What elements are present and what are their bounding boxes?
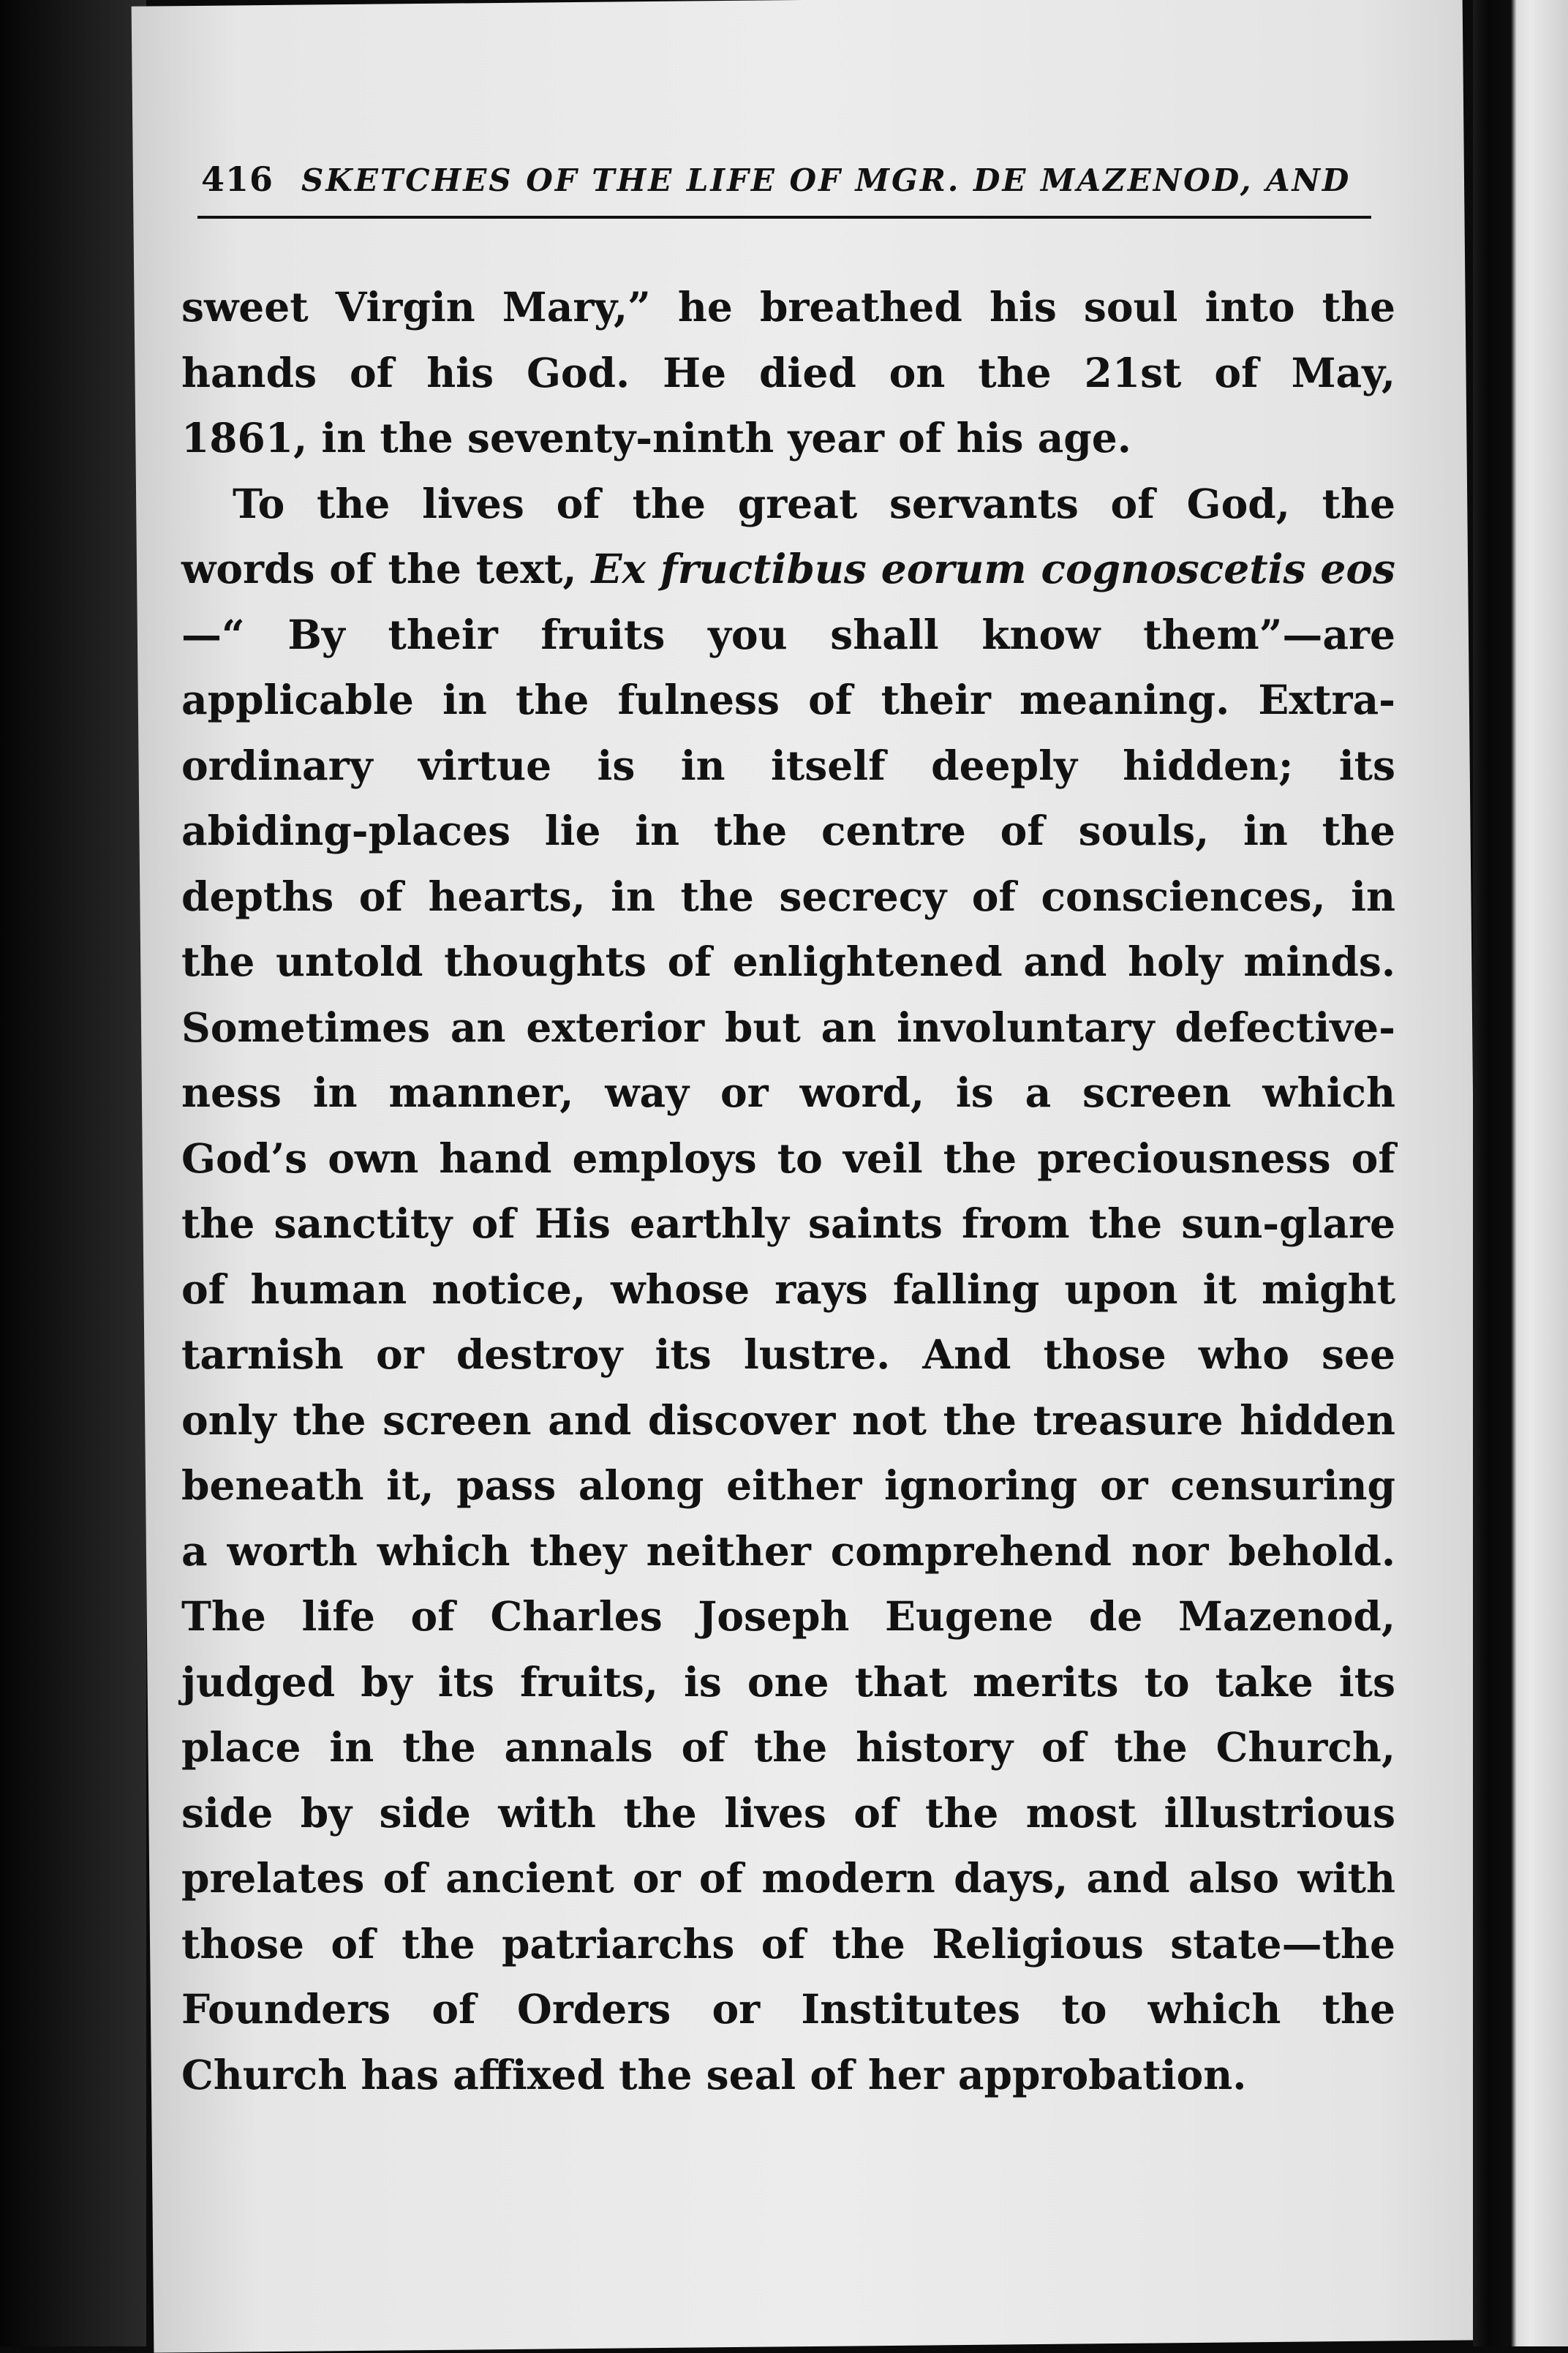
page-number: 416 <box>201 159 274 199</box>
text-line: tarnish or destroy its lustre. And those who see <box>181 1330 1395 1378</box>
text-line: side by side with the lives of the most illustrious <box>181 1788 1395 1837</box>
text-line: place in the annals of the history of the Church, <box>181 1723 1395 1771</box>
text-line: beneath it, pass along either ignoring or censuring <box>181 1461 1395 1509</box>
text-line: of human notice, whose rays falling upon it might <box>181 1265 1395 1313</box>
text-line: a worth which they neither comprehend nor behold. <box>181 1526 1395 1575</box>
text-line: judged by its fruits, is one that merits to take its <box>181 1657 1395 1706</box>
header-rule <box>197 216 1371 219</box>
text-line: sweet Virgin Mary,” he breathed his soul into the <box>181 283 1395 331</box>
running-title: SKETCHES OF THE LIFE OF MGR. DE MAZENOD, AND <box>301 162 1352 198</box>
text-line: Church has affixed the seal of her approbation. <box>181 2050 1247 2098</box>
text-line: applicable in the fulness of their meaning. Extra- <box>181 676 1395 723</box>
text-line: ordinary virtue is in itself deeply hidden; its <box>181 741 1395 789</box>
text-line: the untold thoughts of enlightened and holy minds. <box>181 938 1395 985</box>
text-segment: words of the text, <box>181 545 577 592</box>
text-line: Sometimes an exterior but an involuntary defective- <box>181 1003 1395 1051</box>
text-line: God’s own hand employs to veil the preciousness of <box>181 1134 1395 1182</box>
latin-quotation: Ex fructibus eorum cognoscetis eos <box>591 545 1395 592</box>
running-header <box>201 159 1371 211</box>
body-text <box>181 274 1395 2107</box>
text-line: hands of his God. He died on the 21st of May, <box>181 348 1395 396</box>
text-line: depths of hearts, in the secrecy of consciences, in <box>181 872 1395 920</box>
text-line: ness in manner, way or word, is a screen which <box>181 1069 1395 1116</box>
text-line: those of the patriarchs of the Religious state—the <box>181 1919 1395 1968</box>
scan-edge-right <box>1473 0 1568 2346</box>
text-line: prelates of ancient or of modern days, and also with <box>181 1854 1395 1902</box>
text-line: the sanctity of His earthly saints from the sun-glare <box>181 1200 1395 1247</box>
scan-gutter-left <box>0 0 146 2346</box>
text-line-with-latin <box>181 536 1395 602</box>
text-line: 1861, in the seventy-ninth year of his age. <box>181 414 1131 462</box>
text-line: only the screen and discover not the treasure hidden <box>181 1396 1395 1444</box>
text-line: The life of Charles Joseph Eugene de Mazenod, <box>181 1592 1395 1640</box>
text-line: abiding-places lie in the centre of souls, in the <box>181 807 1395 854</box>
text-line: Founders of Orders or Institutes to which the <box>181 1985 1395 2033</box>
text-line: —“ By their fruits you shall know them”—are <box>181 610 1395 658</box>
text-line: To the lives of the great servants of God, the <box>233 479 1395 527</box>
